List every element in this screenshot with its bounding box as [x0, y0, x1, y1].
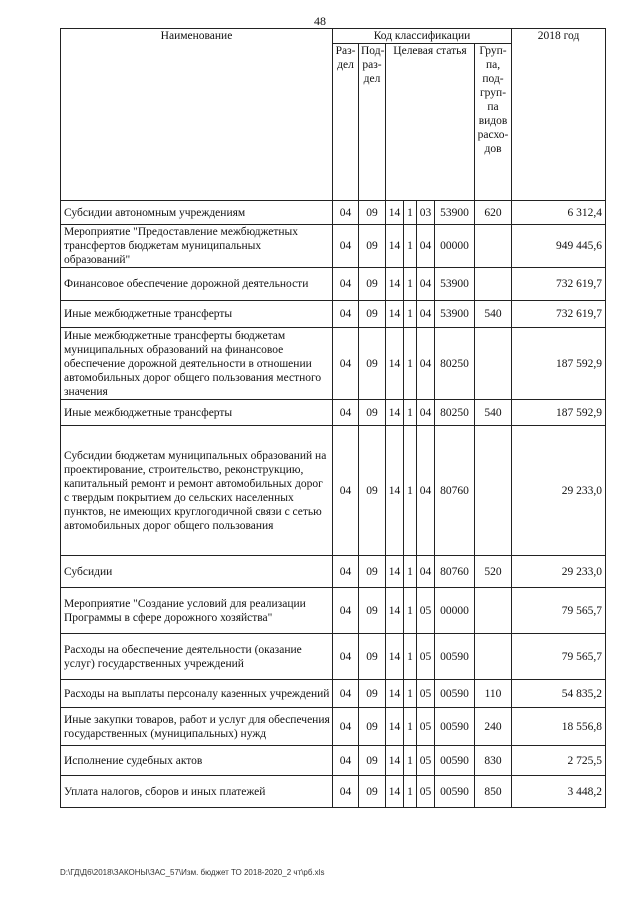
row-name: Расходы на обеспечение деятельности (оказание услуг) государственных учреждений: [61, 634, 333, 680]
table-row: [61, 680, 606, 708]
row-target-1: 14: [386, 268, 404, 301]
table-row: [61, 776, 606, 808]
row-target-4: 00590: [435, 776, 475, 808]
row-target-4: 80760: [435, 426, 475, 556]
row-section: 04: [333, 588, 359, 634]
row-expense-group: 620: [475, 201, 512, 225]
row-amount: 732 619,7: [512, 301, 606, 328]
row-expense-group: 520: [475, 556, 512, 588]
row-target-4: 00590: [435, 746, 475, 776]
row-subsection: 09: [359, 746, 386, 776]
row-name: Уплата налогов, сборов и иных платежей: [61, 776, 333, 808]
row-subsection: 09: [359, 680, 386, 708]
row-target-3: 05: [417, 746, 435, 776]
row-expense-group: 540: [475, 301, 512, 328]
row-target-4: 00590: [435, 680, 475, 708]
row-target-3: 05: [417, 588, 435, 634]
row-target-3: 04: [417, 556, 435, 588]
row-section: 04: [333, 776, 359, 808]
row-expense-group: 540: [475, 400, 512, 426]
row-target-1: 14: [386, 634, 404, 680]
row-target-4: 80760: [435, 556, 475, 588]
row-name: Субсидии бюджетам муниципальных образований на проектирование, строительство, реконструкцию, капитальный ремонт и ремонт автомобильных дорог с твердым покрытием до сельских населенных пунктов, не имеющих круглогодичной связи с сетью автомобильных дорог общего пользования: [61, 426, 333, 556]
row-subsection: 09: [359, 634, 386, 680]
header-expense-group: Груп-па, под-груп-па видов расхо-дов: [475, 44, 512, 201]
row-target-3: 04: [417, 268, 435, 301]
row-section: 04: [333, 556, 359, 588]
table-row: [61, 426, 606, 556]
row-expense-group: [475, 328, 512, 400]
row-target-4: 00000: [435, 588, 475, 634]
row-amount: 6 312,4: [512, 201, 606, 225]
row-target-1: 14: [386, 680, 404, 708]
header-name: Наименование: [61, 29, 333, 201]
row-section: 04: [333, 301, 359, 328]
table-row: [61, 201, 606, 225]
row-target-1: 14: [386, 588, 404, 634]
table-row: [61, 588, 606, 634]
row-subsection: 09: [359, 426, 386, 556]
row-target-3: 04: [417, 426, 435, 556]
row-subsection: 09: [359, 301, 386, 328]
row-target-4: 00590: [435, 708, 475, 746]
row-section: 04: [333, 680, 359, 708]
row-target-1: 14: [386, 426, 404, 556]
row-name: Исполнение судебных актов: [61, 746, 333, 776]
row-target-2: 1: [404, 708, 417, 746]
row-amount: 54 835,2: [512, 680, 606, 708]
row-subsection: 09: [359, 225, 386, 268]
row-target-2: 1: [404, 268, 417, 301]
row-amount: 18 556,8: [512, 708, 606, 746]
row-target-2: 1: [404, 746, 417, 776]
table-row: [61, 400, 606, 426]
row-subsection: 09: [359, 328, 386, 400]
row-target-4: 53900: [435, 268, 475, 301]
row-target-3: 05: [417, 776, 435, 808]
table-body: [61, 201, 606, 808]
row-subsection: 09: [359, 400, 386, 426]
row-target-1: 14: [386, 201, 404, 225]
row-target-2: 1: [404, 556, 417, 588]
row-target-4: 00000: [435, 225, 475, 268]
row-target-1: 14: [386, 301, 404, 328]
row-subsection: 09: [359, 201, 386, 225]
row-target-3: 05: [417, 634, 435, 680]
row-section: 04: [333, 201, 359, 225]
row-target-2: 1: [404, 225, 417, 268]
row-target-3: 04: [417, 328, 435, 400]
row-amount: 187 592,9: [512, 400, 606, 426]
row-target-1: 14: [386, 328, 404, 400]
row-subsection: 09: [359, 588, 386, 634]
row-subsection: 09: [359, 556, 386, 588]
row-target-3: 05: [417, 708, 435, 746]
row-amount: 2 725,5: [512, 746, 606, 776]
row-target-2: 1: [404, 301, 417, 328]
row-section: 04: [333, 328, 359, 400]
row-name: Субсидии: [61, 556, 333, 588]
budget-table: [60, 28, 606, 808]
row-subsection: 09: [359, 776, 386, 808]
table-row: [61, 301, 606, 328]
table-row: [61, 746, 606, 776]
row-expense-group: [475, 426, 512, 556]
row-target-4: 00590: [435, 634, 475, 680]
row-target-4: 53900: [435, 201, 475, 225]
row-target-1: 14: [386, 225, 404, 268]
row-expense-group: 110: [475, 680, 512, 708]
header-year: 2018 год: [512, 29, 606, 201]
row-target-4: 53900: [435, 301, 475, 328]
row-amount: 29 233,0: [512, 426, 606, 556]
table-row: [61, 268, 606, 301]
row-section: 04: [333, 400, 359, 426]
row-target-2: 1: [404, 634, 417, 680]
row-amount: 29 233,0: [512, 556, 606, 588]
file-path-footer: D:\ГД\Д6\2018\ЗАКОНЫ\ЗАС_57\Изм. бюджет ТО 2018-2020_2 чт\рб.xls: [60, 868, 325, 877]
row-expense-group: [475, 268, 512, 301]
row-expense-group: [475, 588, 512, 634]
row-expense-group: [475, 634, 512, 680]
row-name: Иные межбюджетные трансферты: [61, 400, 333, 426]
row-section: 04: [333, 268, 359, 301]
table-row: [61, 634, 606, 680]
row-amount: 949 445,6: [512, 225, 606, 268]
row-target-2: 1: [404, 400, 417, 426]
header-subsection: Под-раз-дел: [359, 44, 386, 201]
row-target-3: 05: [417, 680, 435, 708]
row-target-4: 80250: [435, 328, 475, 400]
row-target-3: 04: [417, 301, 435, 328]
row-section: 04: [333, 708, 359, 746]
row-target-3: 04: [417, 225, 435, 268]
row-section: 04: [333, 746, 359, 776]
row-name: Иные закупки товаров, работ и услуг для обеспечения государственных (муниципальных) нужд: [61, 708, 333, 746]
table-row: [61, 225, 606, 268]
row-target-1: 14: [386, 556, 404, 588]
row-amount: 187 592,9: [512, 328, 606, 400]
row-target-4: 80250: [435, 400, 475, 426]
row-target-3: 03: [417, 201, 435, 225]
row-name: Мероприятие "Создание условий для реализации Программы в сфере дорожного хозяйства": [61, 588, 333, 634]
row-amount: 79 565,7: [512, 634, 606, 680]
table-row: [61, 708, 606, 746]
row-target-1: 14: [386, 400, 404, 426]
row-expense-group: 830: [475, 746, 512, 776]
table-row: [61, 328, 606, 400]
row-subsection: 09: [359, 708, 386, 746]
row-name: Расходы на выплаты персоналу казенных учреждений: [61, 680, 333, 708]
row-target-2: 1: [404, 680, 417, 708]
row-target-2: 1: [404, 426, 417, 556]
row-name: Иные межбюджетные трансферты бюджетам муниципальных образований на финансовое обеспечение дорожной деятельности в отношении автомобильных дорог общего пользования местного значения: [61, 328, 333, 400]
row-expense-group: [475, 225, 512, 268]
page-number: 48: [314, 14, 326, 28]
row-name: Субсидии автономным учреждениям: [61, 201, 333, 225]
row-amount: 3 448,2: [512, 776, 606, 808]
row-section: 04: [333, 426, 359, 556]
header-target: Целевая статья: [386, 44, 475, 201]
row-target-3: 04: [417, 400, 435, 426]
row-target-2: 1: [404, 588, 417, 634]
row-target-2: 1: [404, 776, 417, 808]
row-target-1: 14: [386, 776, 404, 808]
row-target-1: 14: [386, 708, 404, 746]
row-expense-group: 240: [475, 708, 512, 746]
row-amount: 732 619,7: [512, 268, 606, 301]
row-expense-group: 850: [475, 776, 512, 808]
row-name: Иные межбюджетные трансферты: [61, 301, 333, 328]
header-code-group: Код классификации: [333, 29, 512, 44]
row-name: Мероприятие "Предоставление межбюджетных трансфертов бюджетам муниципальных образований": [61, 225, 333, 268]
row-target-1: 14: [386, 746, 404, 776]
row-name: Финансовое обеспечение дорожной деятельности: [61, 268, 333, 301]
table-row: [61, 556, 606, 588]
row-section: 04: [333, 225, 359, 268]
header-section: Раз-дел: [333, 44, 359, 201]
row-target-2: 1: [404, 201, 417, 225]
row-amount: 79 565,7: [512, 588, 606, 634]
row-section: 04: [333, 634, 359, 680]
row-target-2: 1: [404, 328, 417, 400]
row-subsection: 09: [359, 268, 386, 301]
